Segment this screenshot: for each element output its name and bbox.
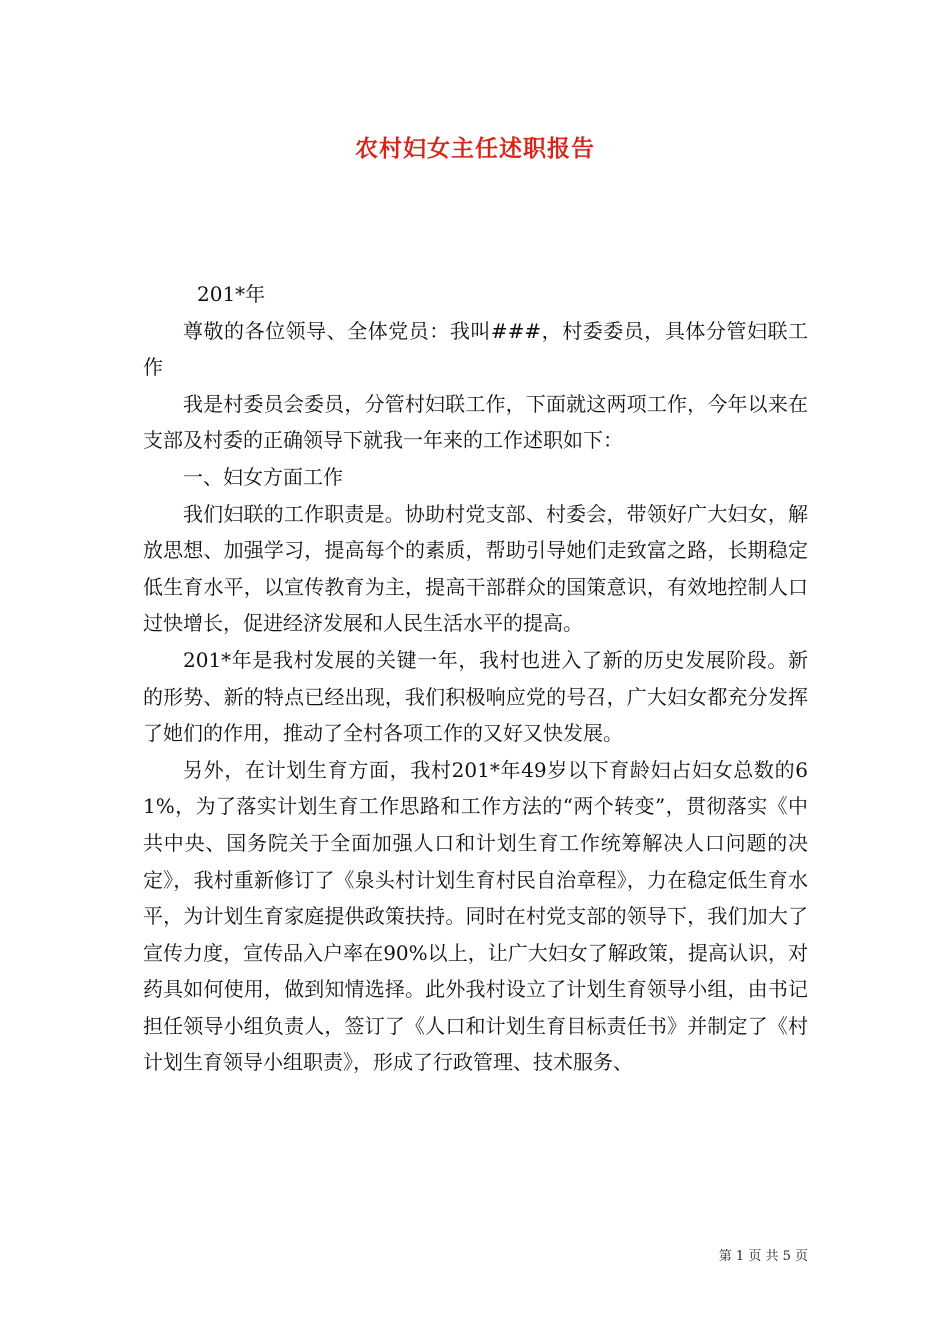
body-paragraph: 另外，在计划生育方面，我村201*年49岁以下育龄妇占妇女总数的61%，为了落实计划生育工作思路和工作方法的“两个转变”，贯彻落实《中共中央、国务院关于全面加强人口和计划生育工作统筹解决人口问题的决定》，我村重新修订了《泉头村计划生育村民自治章程》，力在稳定低生育水平，为计划生育家庭提供政策扶持。同时在村党支部的领导下，我们加大了宣传力度，宣传品入户率在90%以上，让广大妇女了解政策，提高认识，对药具如何使用，做到知情选择。此外我村设立了计划生育领导小组，由书记担任领导小组负责人，签订了《人口和计划生育目标责任书》并制定了《村计划生育领导小组职责》，形成了行政管理、技术服务、 xyxy=(143,757,808,1075)
greeting-paragraph: 尊敬的各位领导、全体党员：我叫###，村委委员，具体分管妇联工作 xyxy=(143,318,808,380)
page-number-footer: 第 1 页 共 5 页 xyxy=(718,1249,808,1264)
document-body xyxy=(143,276,808,1081)
date-paragraph: 201*年 xyxy=(197,282,266,306)
intro-paragraph: 我是村委员会委员，分管村妇联工作，下面就这两项工作，今年以来在支部及村委的正确领导下就我一年来的工作述职如下： xyxy=(143,391,808,453)
body-paragraph: 我们妇联的工作职责是。协助村党支部、村委会，带领好广大妇女，解放思想、加强学习，提高每个的素质，帮助引导她们走致富之路，长期稳定低生育水平，以宣传教育为主，提高干部群众的国策意识，有效地控制人口过快增长，促进经济发展和人民生活水平的提高。 xyxy=(143,501,808,636)
section-heading: 一、妇女方面工作 xyxy=(183,464,343,489)
document-title: 农村妇女主任述职报告 xyxy=(355,135,595,162)
body-paragraph: 201*年是我村发展的关键一年，我村也进入了新的历史发展阶段。新的形势、新的特点已经出现，我们积极响应党的号召，广大妇女都充分发挥了她们的作用，推动了全村各项工作的又好又快发展。 xyxy=(143,647,808,746)
